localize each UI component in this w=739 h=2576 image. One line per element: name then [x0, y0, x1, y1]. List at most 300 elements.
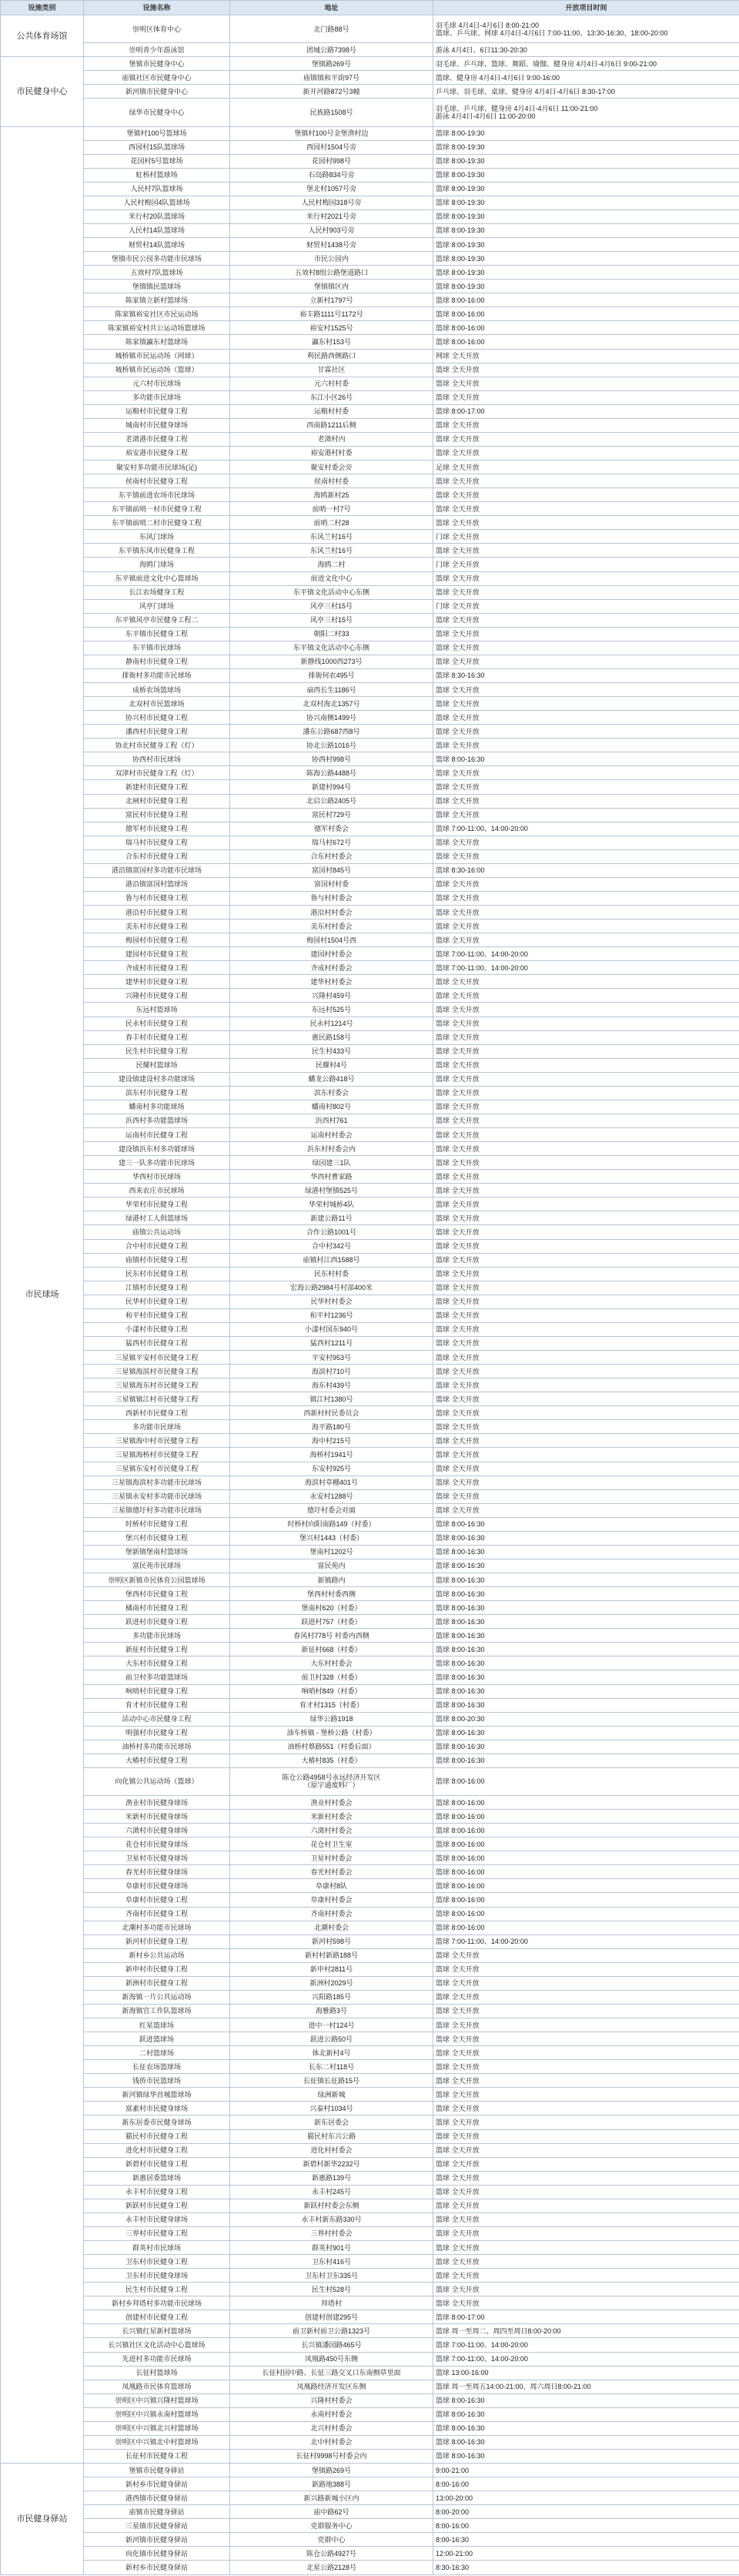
address-cell: 协兴南侧1499号	[230, 711, 433, 725]
table-row	[1, 1211, 739, 1225]
opening-hours-cell: 篮球 全天开放	[433, 1406, 739, 1420]
opening-hours-cell: 篮球 全天开放	[433, 1198, 739, 1211]
facility-name-cell: 建三一队多功能市民球场	[84, 1156, 230, 1170]
facility-name-cell: 运南村市民健身工程	[84, 1128, 230, 1142]
address-cell: 和平村1236号	[230, 1308, 433, 1322]
table-row	[1, 1837, 739, 1851]
table-row	[1, 794, 739, 808]
address-cell: 永南村村委会	[230, 2407, 433, 2421]
facility-name-cell: 浜西村多功能篮球场	[84, 1114, 230, 1127]
address-cell: 海鸥新村25	[230, 488, 433, 502]
opening-hours-cell: 篮球 8:00-19:30	[433, 266, 739, 280]
opening-hours-cell: 篮球 8:00-19:30	[433, 182, 739, 196]
facility-name-cell: 堡镇镇民篮球场	[84, 280, 230, 293]
facility-name-cell: 蟠南村多功能球场	[84, 1100, 230, 1114]
facility-name-cell: 东平镇前进农场市民球场	[84, 488, 230, 502]
opening-hours-cell: 篮球 8:00-16:30	[433, 2435, 739, 2449]
table-row	[1, 1406, 739, 1420]
address-cell: 齐成村村委会	[230, 961, 433, 975]
address-cell: 美东村村委会	[230, 920, 433, 933]
table-row	[1, 1420, 739, 1434]
table-row	[1, 1726, 739, 1740]
address-cell: 渔业村村委会	[230, 1796, 433, 1810]
opening-hours-cell: 篮球 8:00-16:00	[433, 321, 739, 335]
opening-hours-cell: 篮球 8:00-19:30	[433, 238, 739, 252]
table-row	[1, 2088, 739, 2102]
opening-hours-cell: 8:00-16:00	[433, 2519, 739, 2533]
address-cell: 凤凰路经济开发区东侧	[230, 2380, 433, 2393]
opening-hours-cell: 篮球 全天开放	[433, 1476, 739, 1489]
facility-name-cell: 排衙村多功能市民球场	[84, 668, 230, 682]
table-row	[1, 85, 739, 99]
opening-hours-cell: 羽毛球、乒乓球、篮球、舞蹈、瑜伽、健身房 4月4日-4月6日 9:00-21:00	[433, 57, 739, 71]
address-cell: 利民路西侧路口	[230, 349, 433, 363]
opening-hours-cell: 8:00-20:00	[433, 2505, 739, 2519]
address-cell: 米行村2021号旁	[230, 209, 433, 223]
table-row	[1, 377, 739, 390]
facility-name-cell: 进化村市民健身工程	[84, 2143, 230, 2157]
facility-name-cell: 钱侨市民篮球场	[84, 2074, 230, 2088]
table-row	[1, 1128, 739, 1142]
opening-hours-cell: 篮球 8:00-16:00	[433, 1921, 739, 1935]
facility-name-cell: 江镇村市民健身工程	[84, 1281, 230, 1295]
table-row	[1, 2533, 739, 2547]
facility-name-cell: 新洲村市民健身工程	[84, 1976, 230, 1990]
facility-name-cell: 建设镇浜东村多功能球场	[84, 1142, 230, 1156]
opening-hours-cell: 篮球 13:00-16:00	[433, 2366, 739, 2380]
facility-name-cell: 元六村市民球场	[84, 377, 230, 390]
address-cell: 时桥村向阳南路149（村委）	[230, 1517, 433, 1531]
address-cell: 长征镇长征路15号	[230, 2074, 433, 2088]
facility-name-cell: 富民苑市民球场	[84, 1559, 230, 1573]
address-cell: 春光村村委会	[230, 1865, 433, 1879]
table-row	[1, 585, 739, 599]
table-row	[1, 1225, 739, 1239]
table-row	[1, 1656, 739, 1670]
opening-hours-cell: 篮球 8:00-16:30	[433, 752, 739, 766]
address-cell: 财贸村1438号旁	[230, 238, 433, 252]
table-row	[1, 1378, 739, 1392]
address-cell: 裕安村1525号	[230, 321, 433, 335]
table-row	[1, 558, 739, 571]
opening-hours-cell: 篮球 8:00-16:30	[433, 1754, 739, 1767]
opening-hours-cell: 篮球 8:00-16:00	[433, 1810, 739, 1824]
address-cell: 民生村433号	[230, 1044, 433, 1058]
table-row	[1, 2561, 739, 2574]
table-row	[1, 1935, 739, 1948]
table-row	[1, 1824, 739, 1837]
table-row	[1, 1907, 739, 1921]
table-row	[1, 1698, 739, 1712]
facility-name-cell: 建设镇建设村多功能球场	[84, 1072, 230, 1086]
opening-hours-cell: 篮球 8:00-16:30	[433, 2421, 739, 2435]
opening-hours-cell: 篮球 8:00-16:00	[433, 307, 739, 321]
address-cell: 协西村998号	[230, 752, 433, 766]
address-cell: 民东村村委	[230, 1267, 433, 1281]
facility-name-cell: 长征村市民健身工程	[84, 2449, 230, 2463]
address-cell: 浜西村761	[230, 1114, 433, 1127]
facility-name-cell: 小漾村市民健身工程	[84, 1322, 230, 1336]
table-row	[1, 1767, 739, 1795]
table-row	[1, 739, 739, 752]
opening-hours-cell: 篮球 全天开放	[433, 1142, 739, 1156]
facility-name-cell: 米新村市民健身球场	[84, 1810, 230, 1824]
address-cell: 海滨村草棚401号	[230, 1476, 433, 1489]
address-cell: 东安村925号	[230, 1462, 433, 1476]
facility-name-cell: 风亭门球场	[84, 599, 230, 613]
facility-name-cell: 港沿镇富国村篮球场	[84, 877, 230, 891]
table-row	[1, 2464, 739, 2477]
address-cell: 新东居委会	[230, 2115, 433, 2129]
address-cell: 民生村528号	[230, 2283, 433, 2296]
address-cell: 富国村村委	[230, 877, 433, 891]
opening-hours-cell: 篮球 全天开放	[433, 613, 739, 627]
address-cell: 永丰村245号	[230, 2185, 433, 2199]
address-cell: 长征村园中路、长征三路交叉口东南侧草里面	[230, 2366, 433, 2380]
address-cell: 庙镇镇和平街97号	[230, 71, 433, 85]
facility-name-cell: 油桥村多功能市民球场	[84, 1740, 230, 1754]
address-cell: 堡兴村1443（村委）	[230, 1531, 433, 1545]
table-row	[1, 697, 739, 711]
table-row	[1, 808, 739, 822]
table-row	[1, 599, 739, 613]
facility-name-cell: 猫民村市民健身工程	[84, 2129, 230, 2143]
opening-hours-cell: 篮球 全天开放	[433, 2143, 739, 2157]
opening-hours-cell: 篮球 全天开放	[433, 1225, 739, 1239]
table-row	[1, 418, 739, 432]
facility-name-cell: 新碧村市民健身工程	[84, 2157, 230, 2171]
opening-hours-cell: 篮球 全天开放	[433, 1058, 739, 1072]
table-row	[1, 2310, 739, 2324]
opening-hours-cell: 篮球 全天开放	[433, 1462, 739, 1476]
table-row	[1, 1253, 739, 1267]
facility-name-cell: 堡新镇堡南村篮球场	[84, 1545, 230, 1559]
opening-hours-cell: 8:00-16:00	[433, 2477, 739, 2491]
table-row	[1, 1448, 739, 1462]
facility-name-cell: 堡镇市民健身驿站	[84, 2464, 230, 2477]
table-row	[1, 766, 739, 780]
table-row	[1, 2226, 739, 2240]
opening-hours-cell: 篮球 全天开放	[433, 2129, 739, 2143]
address-cell: 扇西长生1186号	[230, 683, 433, 697]
table-row	[1, 1754, 739, 1767]
facility-name-cell: 兴隆村市民健身工程	[84, 989, 230, 1003]
facility-name-cell: 花仓村市民健身球场	[84, 1837, 230, 1851]
address-cell: 卫东村416号	[230, 2255, 433, 2269]
opening-hours-cell: 篮球 全天开放	[433, 2032, 739, 2046]
address-cell: 卫东村卫东335号	[230, 2269, 433, 2283]
address-cell: 堡南村1202号	[230, 1545, 433, 1559]
table-row	[1, 461, 739, 474]
address-cell: 花园村998号	[230, 154, 433, 168]
opening-hours-cell: 篮球 全天开放	[433, 2255, 739, 2269]
facility-name-cell: 新海镇官工作队篮球场	[84, 2004, 230, 2018]
opening-hours-cell: 12:00-21:00	[433, 2547, 739, 2561]
address-cell: 朝阳二村33	[230, 627, 433, 641]
address-cell: 瀛东村153号	[230, 335, 433, 349]
facility-name-cell: 新村乡拜塔村多功能市民球场	[84, 2296, 230, 2310]
facility-name-cell: 齐南村市民健身工程	[84, 1907, 230, 1921]
facility-name-cell: 三界村市民健身工程	[84, 2226, 230, 2240]
opening-hours-cell: 篮球 全天开放	[433, 1281, 739, 1295]
table-row	[1, 1629, 739, 1643]
address-cell: 浜东村村委会内	[230, 1142, 433, 1156]
address-cell: 潘东公路687西8号	[230, 725, 433, 739]
category-cell: 市民健身驿站	[1, 2464, 84, 2575]
facility-name-cell: 向化镇公共运动场（篮球）	[84, 1767, 230, 1795]
opening-hours-cell: 篮球 周一至周五14:00-21:00、周六周日8:00-21:00	[433, 2380, 739, 2393]
table-row	[1, 2074, 739, 2088]
opening-hours-cell: 篮球 全天开放	[433, 1976, 739, 1990]
table-row	[1, 2032, 739, 2046]
opening-hours-cell: 篮球 8:00-16:00	[433, 1879, 739, 1893]
table-row	[1, 1976, 739, 1990]
address-cell: 五效村8组公路堡道路口	[230, 266, 433, 280]
facility-name-cell: 德军村市民健身工程	[84, 822, 230, 836]
opening-hours-cell: 篮球 全天开放	[433, 2296, 739, 2310]
address-cell: 甘霖社区	[230, 363, 433, 377]
facility-name-cell: 建华村市民健身工程	[84, 975, 230, 989]
facility-name-cell: 二村篮球场	[84, 2046, 230, 2060]
facility-name-cell: 北双村市民篮球场	[84, 697, 230, 711]
table-row	[1, 2491, 739, 2505]
table-row	[1, 266, 739, 280]
opening-hours-cell: 篮球 8:00-17:00	[433, 404, 739, 418]
header-address: 地址	[230, 1, 433, 15]
facility-name-cell: 卫星村市民健身球场	[84, 1851, 230, 1865]
address-cell: 合作公路1001号	[230, 1225, 433, 1239]
table-row	[1, 1086, 739, 1100]
opening-hours-cell: 篮球 全天开放	[433, 1170, 739, 1184]
table-row	[1, 209, 739, 223]
facility-name-cell: 新村乡公共运动场	[84, 1948, 230, 1962]
opening-hours-cell: 篮球 全天开放	[433, 933, 739, 947]
opening-hours-cell: 篮球 8:00-16:00	[433, 1851, 739, 1865]
table-row	[1, 1114, 739, 1127]
facility-name-cell: 协兴村市民健身工程	[84, 711, 230, 725]
address-cell: 蟠南村802号	[230, 1100, 433, 1114]
opening-hours-cell: 篮球 全天开放	[433, 1322, 739, 1336]
facility-name-cell: 阜康村市民健身球场	[84, 1879, 230, 1893]
facility-name-cell: 新河村市民健身工程	[84, 1935, 230, 1948]
facility-name-cell: 和平村市民健身工程	[84, 1308, 230, 1322]
facility-name-cell: 庙镇社区市民健身中心	[84, 71, 230, 85]
opening-hours-cell: 篮球 8:00-19:30	[433, 140, 739, 154]
address-cell: 团城公路7398号	[230, 43, 433, 57]
facility-name-cell: 民生村市民健身工程	[84, 2283, 230, 2296]
address-cell: 侯南村村委	[230, 474, 433, 488]
header-opening-hours: 开放项目时间	[433, 1, 739, 15]
facility-name-cell: 陈家镇裕安村共公运动场篮球场	[84, 321, 230, 335]
facility-name-cell: 崇明区体育中心	[84, 15, 230, 43]
opening-hours-cell: 篮球 全天开放	[433, 1990, 739, 2004]
opening-hours-cell: 9:00-21:00	[433, 2464, 739, 2477]
address-cell: 油车桥镇 - 堡桥公路（村委）	[230, 1726, 433, 1740]
table-row	[1, 2393, 739, 2407]
facility-name-cell: 东平镇前哨一村市民健身工程	[84, 502, 230, 516]
table-row	[1, 15, 739, 43]
table-row	[1, 1281, 739, 1295]
facility-name-cell: 跃进篮球场	[84, 2032, 230, 2046]
facility-name-cell: 新惠居委篮球场	[84, 2171, 230, 2185]
address-cell: 六滧村村委会	[230, 1824, 433, 1837]
table-row	[1, 1100, 739, 1114]
table-row	[1, 2324, 739, 2338]
table-row	[1, 683, 739, 697]
table-row	[1, 168, 739, 182]
table-row	[1, 725, 739, 739]
facility-name-cell: 富素村市民健身球场	[84, 2102, 230, 2115]
address-cell: 长东二村118号	[230, 2060, 433, 2074]
facility-name-cell: 阜康村市民健身工程	[84, 1893, 230, 1907]
address-cell: 新静线1000西273号	[230, 655, 433, 668]
address-cell: 油桥村蔡路551（村委后面）	[230, 1740, 433, 1754]
table-row	[1, 906, 739, 920]
table-row	[1, 321, 739, 335]
table-row	[1, 2269, 739, 2283]
facility-name-cell: 东平镇东风市民健身工程	[84, 544, 230, 558]
opening-hours-cell: 篮球 全天开放	[433, 725, 739, 739]
opening-hours-cell: 篮球 8:00-19:30	[433, 252, 739, 266]
facility-name-cell: 崇明青少年游泳馆	[84, 43, 230, 57]
facility-name-cell: 前卫村多功能篮球场	[84, 1670, 230, 1684]
table-row	[1, 1893, 739, 1907]
facility-name-cell: 城桥镇市民运动场（网球）	[84, 349, 230, 363]
address-cell: 立新村1797号	[230, 293, 433, 307]
table-row	[1, 1322, 739, 1336]
table-row	[1, 933, 739, 947]
opening-hours-cell: 篮球 全天开放	[433, 1378, 739, 1392]
facility-name-cell: 创建村市民健身工程	[84, 2310, 230, 2324]
facility-name-cell: 长兴镇红星新村篮球场	[84, 2324, 230, 2338]
table-row	[1, 1351, 739, 1365]
opening-hours-cell: 篮球 7:00-11:00、14:00-20:00	[433, 2352, 739, 2366]
facility-name-cell: 三星镇平安村市民健身工程	[84, 1351, 230, 1365]
address-cell: 北潮村委会	[230, 1921, 433, 1935]
facility-name-cell: 富民村市民健身工程	[84, 808, 230, 822]
facility-name-cell: 永丰村市民健身工程	[84, 2185, 230, 2199]
address-cell: 镇江村1380号	[230, 1392, 433, 1406]
facility-name-cell: 新河镇市民健身驿站	[84, 2533, 230, 2547]
opening-hours-cell: 足球 全天开放	[433, 461, 739, 474]
table-row	[1, 307, 739, 321]
opening-hours-cell: 篮球 全天开放	[433, 891, 739, 905]
facility-name-cell: 长征农场篮球场	[84, 2060, 230, 2074]
address-cell: 梅园村1504号西	[230, 933, 433, 947]
facility-name-cell: 城桥镇市民运动场（篮球）	[84, 363, 230, 377]
facility-name-cell: 崇明区中兴镇永南村篮球场	[84, 2407, 230, 2421]
facility-name-cell: 人民村14队篮球场	[84, 223, 230, 237]
facility-name-cell: 港沿村市民健身工程	[84, 906, 230, 920]
table-row	[1, 2547, 739, 2561]
facility-name-cell: 合中村市民健身工程	[84, 1239, 230, 1253]
opening-hours-cell: 篮球 全天开放	[433, 2074, 739, 2088]
opening-hours-cell: 篮球 全天开放	[433, 1072, 739, 1086]
facility-name-cell: 大椿村市民健身工程	[84, 1754, 230, 1767]
opening-hours-cell: 篮球 8:00-16:00	[433, 1907, 739, 1921]
address-cell: 北启公路2405号	[230, 794, 433, 808]
opening-hours-cell: 篮球 全天开放	[433, 2004, 739, 2018]
opening-hours-cell: 篮球 全天开放	[433, 1086, 739, 1100]
address-cell: 兴隆村459号	[230, 989, 433, 1003]
opening-hours-cell: 篮球 全天开放	[433, 1336, 739, 1350]
facility-name-cell: 陈家镇立新村篮球场	[84, 293, 230, 307]
category-cell: 公共体育场馆	[1, 15, 84, 57]
facility-name-cell: 崇明区中兴镇北中村篮球场	[84, 2435, 230, 2449]
opening-hours-cell: 篮球 全天开放	[433, 2115, 739, 2129]
table-row	[1, 1156, 739, 1170]
opening-hours-cell: 8:30-16:30	[433, 2561, 739, 2574]
address-cell: 海雅路3号	[230, 2004, 433, 2018]
address-cell: 市民公园内	[230, 252, 433, 266]
address-cell: 东风兰村16号	[230, 544, 433, 558]
facility-name-cell: 人民村梅园4队篮球场	[84, 196, 230, 209]
table-row	[1, 1796, 739, 1810]
table-row	[1, 668, 739, 682]
category-cell: 市民球场	[1, 126, 84, 2464]
facility-name-cell: 聚安村多功能市民球场(足)	[84, 461, 230, 474]
address-cell: 三界村村委会	[230, 2226, 433, 2240]
table-row	[1, 516, 739, 530]
table-row	[1, 2505, 739, 2519]
facility-name-cell: 渔业村市民健身球场	[84, 1796, 230, 1810]
table-row	[1, 2255, 739, 2269]
address-cell: 合东村村委会	[230, 849, 433, 863]
table-row	[1, 863, 739, 877]
table-row	[1, 363, 739, 377]
address-cell: 堡镇路269号	[230, 2464, 433, 2477]
address-cell: 米新村村委会	[230, 1810, 433, 1824]
opening-hours-cell: 篮球 全天开放	[433, 1128, 739, 1142]
address-cell: 德圩村委会对面	[230, 1503, 433, 1517]
address-cell: 春风村778号 村委内西侧	[230, 1629, 433, 1643]
table-row	[1, 2477, 739, 2491]
address-cell: 拜塔村	[230, 2296, 433, 2310]
facility-name-cell: 五效村7队篮球场	[84, 266, 230, 280]
opening-hours-cell: 篮球 周一至周二、周四至周日8:00-20:00	[433, 2324, 739, 2338]
table-row	[1, 849, 739, 863]
facility-name-cell: 新东居委市民健身球场	[84, 2115, 230, 2129]
address-cell: 跃进村757（村委）	[230, 1615, 433, 1629]
facility-name-cell: 建园村市民健身工程	[84, 947, 230, 961]
opening-hours-cell: 篮球 8:30-16:00	[433, 863, 739, 877]
table-row	[1, 446, 739, 460]
facility-name-cell: 卫东村市民健身工程	[84, 2255, 230, 2269]
facility-name-cell: 新征村市民健身工程	[84, 1643, 230, 1656]
address-cell: 堡西村村委西侧	[230, 1587, 433, 1601]
facility-name-cell: 新村乡市民健身驿站	[84, 2477, 230, 2491]
opening-hours-cell: 篮球 全天开放	[433, 877, 739, 891]
facility-name-cell: 明强村市民健身工程	[84, 1726, 230, 1740]
table-row	[1, 613, 739, 627]
facility-name-cell: 静南村市民健身工程	[84, 655, 230, 668]
table-row	[1, 961, 739, 975]
address-cell: 堡北村1057号旁	[230, 182, 433, 196]
address-cell: 新申村2811号	[230, 1962, 433, 1976]
address-cell: 东平镇文化活动中心东侧	[230, 585, 433, 599]
table-row	[1, 1308, 739, 1322]
opening-hours-cell: 篮球、健身房 4月4日-4月6日 9:00-16:00	[433, 71, 739, 85]
facility-name-cell: 育才村市民健身工程	[84, 1698, 230, 1712]
address-cell: 北兴村村委会	[230, 2421, 433, 2435]
table-row	[1, 1434, 739, 1448]
opening-hours-cell: 篮球 8:00-16:30	[433, 1629, 739, 1643]
facility-name-cell: 新申村市民健身工程	[84, 1962, 230, 1976]
facility-name-cell: 崇明区中兴镇北兴村篮球场	[84, 2421, 230, 2435]
table-row	[1, 1044, 739, 1058]
address-cell: 永安村1288号	[230, 1489, 433, 1503]
address-cell: 新河村598号	[230, 1935, 433, 1948]
